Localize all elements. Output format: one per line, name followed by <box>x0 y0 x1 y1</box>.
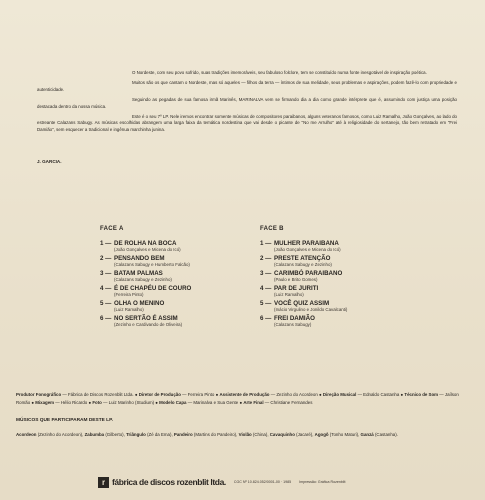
track-a6 <box>100 315 270 328</box>
credit-value: — Christiane Fernandes <box>263 400 313 406</box>
track-number: 5 — <box>100 299 112 307</box>
track-number: 6 — <box>100 314 112 322</box>
track-title: FREI DAMIÃO <box>274 314 315 322</box>
credit-label: Produtor Fonográfico <box>16 392 62 397</box>
track-title: VOCÊ QUIZ ASSIM <box>274 299 330 307</box>
credit-label: Arte Final <box>243 400 264 406</box>
credit-value: — Fábrica de Discos Rozenblit Ltda. ● <box>61 392 139 397</box>
liner-paragraph-4: Este é o seu 7º LP. Nele iremos encontrar somente músicas de compositores paraibanos, alguns veteranos famosos, como Luiz Ramalho, João Gonçalves, ao lado do estreante Calazans Sabugy. As músicas escolhidas abrangem uma larga faixa da temática nordestina que vai desde o picante de "No me Arrulho" até à religiosidade do sertanejo, tão bem retratado em "Frei Damião", sem esquecer a tradicional e ingênua marchinha junina. <box>37 114 457 132</box>
fine-print: CGC Nº 10.824.052/0001-00 · 1985 <box>233 480 292 484</box>
track-credit: (Calazans Sabugy e Humberto Falcão) <box>114 262 190 268</box>
musician-name: (Zé da Ema), <box>145 432 174 437</box>
musicians-list <box>16 431 471 439</box>
credit-value: — Luiz Marinho (Studium) ● <box>101 400 160 406</box>
musician-name: (Jacaré), <box>294 432 315 437</box>
instrument-label: Ganzá <box>360 432 374 437</box>
instrument-label: Zabumba <box>84 432 105 437</box>
credit-value: — Ferreira Pinto ● <box>180 392 220 397</box>
instrument-label: Acordeon <box>16 432 37 437</box>
track-title: NO SERTÃO É ASSIM <box>114 314 178 322</box>
face-b-title: FACE B <box>260 226 284 232</box>
musician-name: (Gilberto), <box>104 432 127 437</box>
track-credit: (Calazans Sabugy) <box>274 322 312 328</box>
track-credit: (Luiz Ramalho) <box>114 307 144 313</box>
liner-paragraph-2: Muitos são os que cantam o Nordeste, mas só aqueles — filhos da terra — íntimos de sua melidade, seus problemas e aspirações, podem fazê-lo com propriedade e autenticidade. <box>37 80 457 92</box>
face-a <box>100 226 270 330</box>
track-number: 4 — <box>100 284 112 292</box>
liner-paragraph-3: Seguindo as pegadas de sua famosa irmã Marinês, MARINALVA vem se firmando dia a dia como grande intérprete que é, assumindo com justiça uma posição destacada dentro da nossa música. <box>37 97 457 109</box>
credit-label: Foto <box>92 400 102 406</box>
track-title: DE ROLHA NA BOCA <box>114 240 177 247</box>
track-title: BATAM PALMAS <box>114 269 163 277</box>
track-b3 <box>260 270 430 283</box>
credit-value: — Marinalva e Sua Gente ● <box>186 400 244 406</box>
track-credit: (Calazans Sabugy e Zezinho) <box>114 277 172 283</box>
instrument-label: Triângulo <box>126 432 146 437</box>
track-credit: (Ferreira Pinto) <box>114 292 144 298</box>
face-b <box>260 226 430 330</box>
track-title: CARIMBÓ PARAIBANO <box>274 269 343 277</box>
track-title: OLHA O MENINO <box>114 299 165 307</box>
track-a2 <box>100 255 270 268</box>
liner-paragraph-1: O Nordeste, com seu povo sofrido, suas tradições imemoráveis, seu fabuloso folclore, tem se constituído numa fonte inesgotável de inspiração poética. <box>132 70 427 75</box>
track-b6 <box>260 315 430 328</box>
track-number: 3 — <box>260 269 272 277</box>
musician-name: (Castanha). <box>373 432 398 437</box>
track-credit: (Luiz Ramalho) <box>274 292 304 298</box>
track-title: MULHER PARAIBANA <box>274 240 339 247</box>
track-number: 1 — <box>100 240 112 247</box>
track-a5 <box>100 300 270 313</box>
track-b2 <box>260 255 430 268</box>
signature: J. GARCIA. <box>37 159 62 164</box>
track-title: É DE CHAPÉU DE COURO <box>114 284 192 292</box>
credit-label: Técnico de Som <box>404 392 439 397</box>
track-b5 <box>260 300 430 313</box>
credit-label: Diretor de Produção <box>138 392 181 397</box>
musician-name: (Zezinho do Acordeon), <box>36 432 85 437</box>
label-brand: fábrica de discos rozenblit ltda. <box>112 477 226 487</box>
track-credit: (João Gonçalves e Micena do Icó) <box>114 247 181 253</box>
face-a-title: FACE A <box>100 226 124 232</box>
track-number: 3 — <box>100 269 112 277</box>
track-number: 2 — <box>100 254 112 262</box>
liner-notes <box>37 70 457 137</box>
instrument-label: Pandeiro <box>173 432 193 437</box>
credit-value: — Ednaldo Castanha ● <box>356 392 405 397</box>
track-credit: (Inácio Virgulino e Jonildo Cavalcanti) <box>274 307 348 313</box>
track-credit: (Calazans Sabugy e Zezinho) <box>274 262 332 268</box>
track-credit: (Zezinho e Cardivando de Oliveira) <box>114 322 183 328</box>
track-number: 1 — <box>260 240 272 247</box>
instrument-label: Agogô <box>314 432 329 437</box>
track-title: PAR DE JURITI <box>274 284 319 292</box>
rozenblit-logo-icon: r <box>98 477 109 488</box>
credit-label: Modelo Capa <box>159 400 187 406</box>
track-credit: (João Gonçalves e Micena do Icó) <box>274 247 341 253</box>
track-credit: (Paulo e Brito Gomes) <box>274 277 318 283</box>
track-number: 4 — <box>260 284 272 292</box>
print-credit: Impressão: Gráfica Rozenblit <box>299 480 346 484</box>
track-b1 <box>260 240 430 253</box>
credit-value: — Hélio Ricardo ● <box>54 400 93 406</box>
production-credits <box>16 391 471 407</box>
musicians-title: MÚSICOS QUE PARTICIPARAM DESTE LP. <box>16 418 114 423</box>
credit-label: Mixagem <box>35 400 55 406</box>
instrument-label: Violão <box>238 432 252 437</box>
musician-name: (Martins do Pandeiro), <box>192 432 239 437</box>
track-a4 <box>100 285 270 298</box>
track-title: PRESTE ATENÇÃO <box>274 254 331 262</box>
track-b4 <box>260 285 430 298</box>
label-footer <box>98 476 458 488</box>
credit-label: Assistente de Produção <box>219 392 270 397</box>
track-number: 6 — <box>260 314 272 322</box>
credit-label: Direção Musical <box>322 392 357 397</box>
musician-name: (Tonho Maturi), <box>328 432 361 437</box>
track-title: PENSANDO BEM <box>114 254 165 262</box>
track-number: 2 — <box>260 254 272 262</box>
musician-name: (China), <box>251 432 270 437</box>
track-number: 5 — <box>260 299 272 307</box>
track-a1 <box>100 240 270 253</box>
credit-value: — Jaílson Romão ● <box>16 392 459 406</box>
credit-value: — Zezinho do Acordeon ● <box>269 392 323 397</box>
track-a3 <box>100 270 270 283</box>
instrument-label: Cavaquinho <box>269 432 295 437</box>
